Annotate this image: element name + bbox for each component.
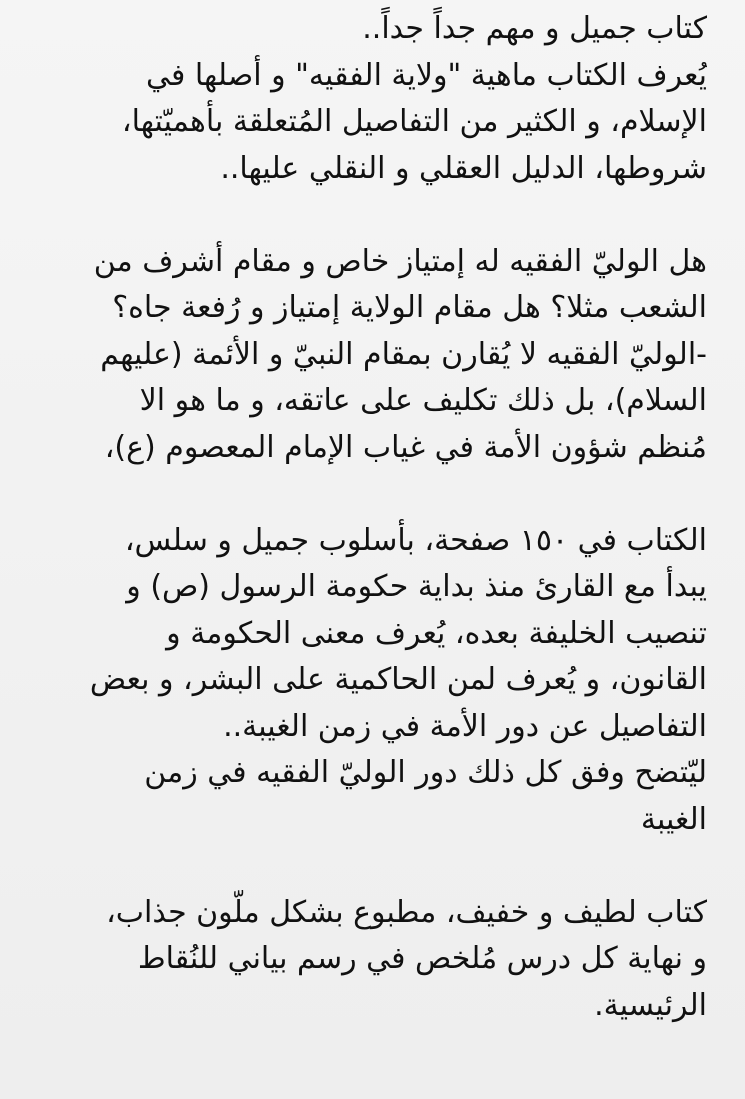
text-line: -الوليّ الفقيه لا يُقارن بمقام النبيّ و الأئمة (عليهم bbox=[100, 336, 707, 372]
text-line: القانون، و يُعرف لمن الحاكمية على البشر، و بعض bbox=[89, 662, 707, 697]
paragraph-question bbox=[22, 239, 707, 472]
text-line: هل الوليّ الفقيه له إمتياز خاص و مقام أشرف من bbox=[93, 243, 707, 279]
text-line: الشعب مثلا؟ هل مقام الولاية إمتياز و رُفعة جاه؟ bbox=[112, 290, 707, 325]
text-line: كتاب جميل و مهم جداً جداً.. bbox=[362, 11, 707, 46]
text-line: يبدأ مع القارئ منذ بداية حكومة الرسول (ص) و bbox=[126, 569, 707, 604]
text-line: التفاصيل عن دور الأمة في زمن الغيبة.. bbox=[223, 708, 707, 744]
paragraph-gap bbox=[22, 192, 707, 239]
text-line: تنصيب الخليفة بعده، يُعرف معنى الحكومة و bbox=[166, 615, 707, 651]
paragraph-gap bbox=[22, 843, 707, 890]
text-line: ليّتضح وفق كل ذلك دور الوليّ الفقيه في زمن bbox=[144, 755, 707, 790]
text-line: و نهاية كل درس مُلخص في رسم بياني للنُقاط bbox=[137, 941, 707, 976]
text-line: الإسلام، و الكثير من التفاصيل المُتعلقة بأهميّتها، bbox=[121, 104, 707, 139]
text-line: كتاب لطيف و خفيف، مطبوع بشكل ملّون جذاب، bbox=[106, 894, 707, 930]
text-line: شروطها، الدليل العقلي و النقلي عليها.. bbox=[220, 150, 707, 186]
text-line: السلام)، بل ذلك تكليف على عاتقه، و ما هو الا bbox=[139, 383, 707, 418]
text-line: الكتاب في ١٥٠ صفحة، بأسلوب جميل و سلس، bbox=[124, 522, 707, 558]
text-line: الغيبة bbox=[640, 801, 707, 837]
paragraph-closing bbox=[22, 890, 707, 1030]
paragraph-intro bbox=[22, 6, 707, 192]
paragraph-summary bbox=[22, 518, 707, 844]
text-line: مُنظم شؤون الأمة في غياب الإمام المعصوم (ع)، bbox=[104, 429, 707, 465]
text-line: يُعرف الكتاب ماهية "ولاية الفقيه" و أصلها في bbox=[145, 57, 707, 93]
text-line: الرئيسية. bbox=[594, 987, 707, 1023]
paragraph-gap bbox=[22, 471, 707, 518]
